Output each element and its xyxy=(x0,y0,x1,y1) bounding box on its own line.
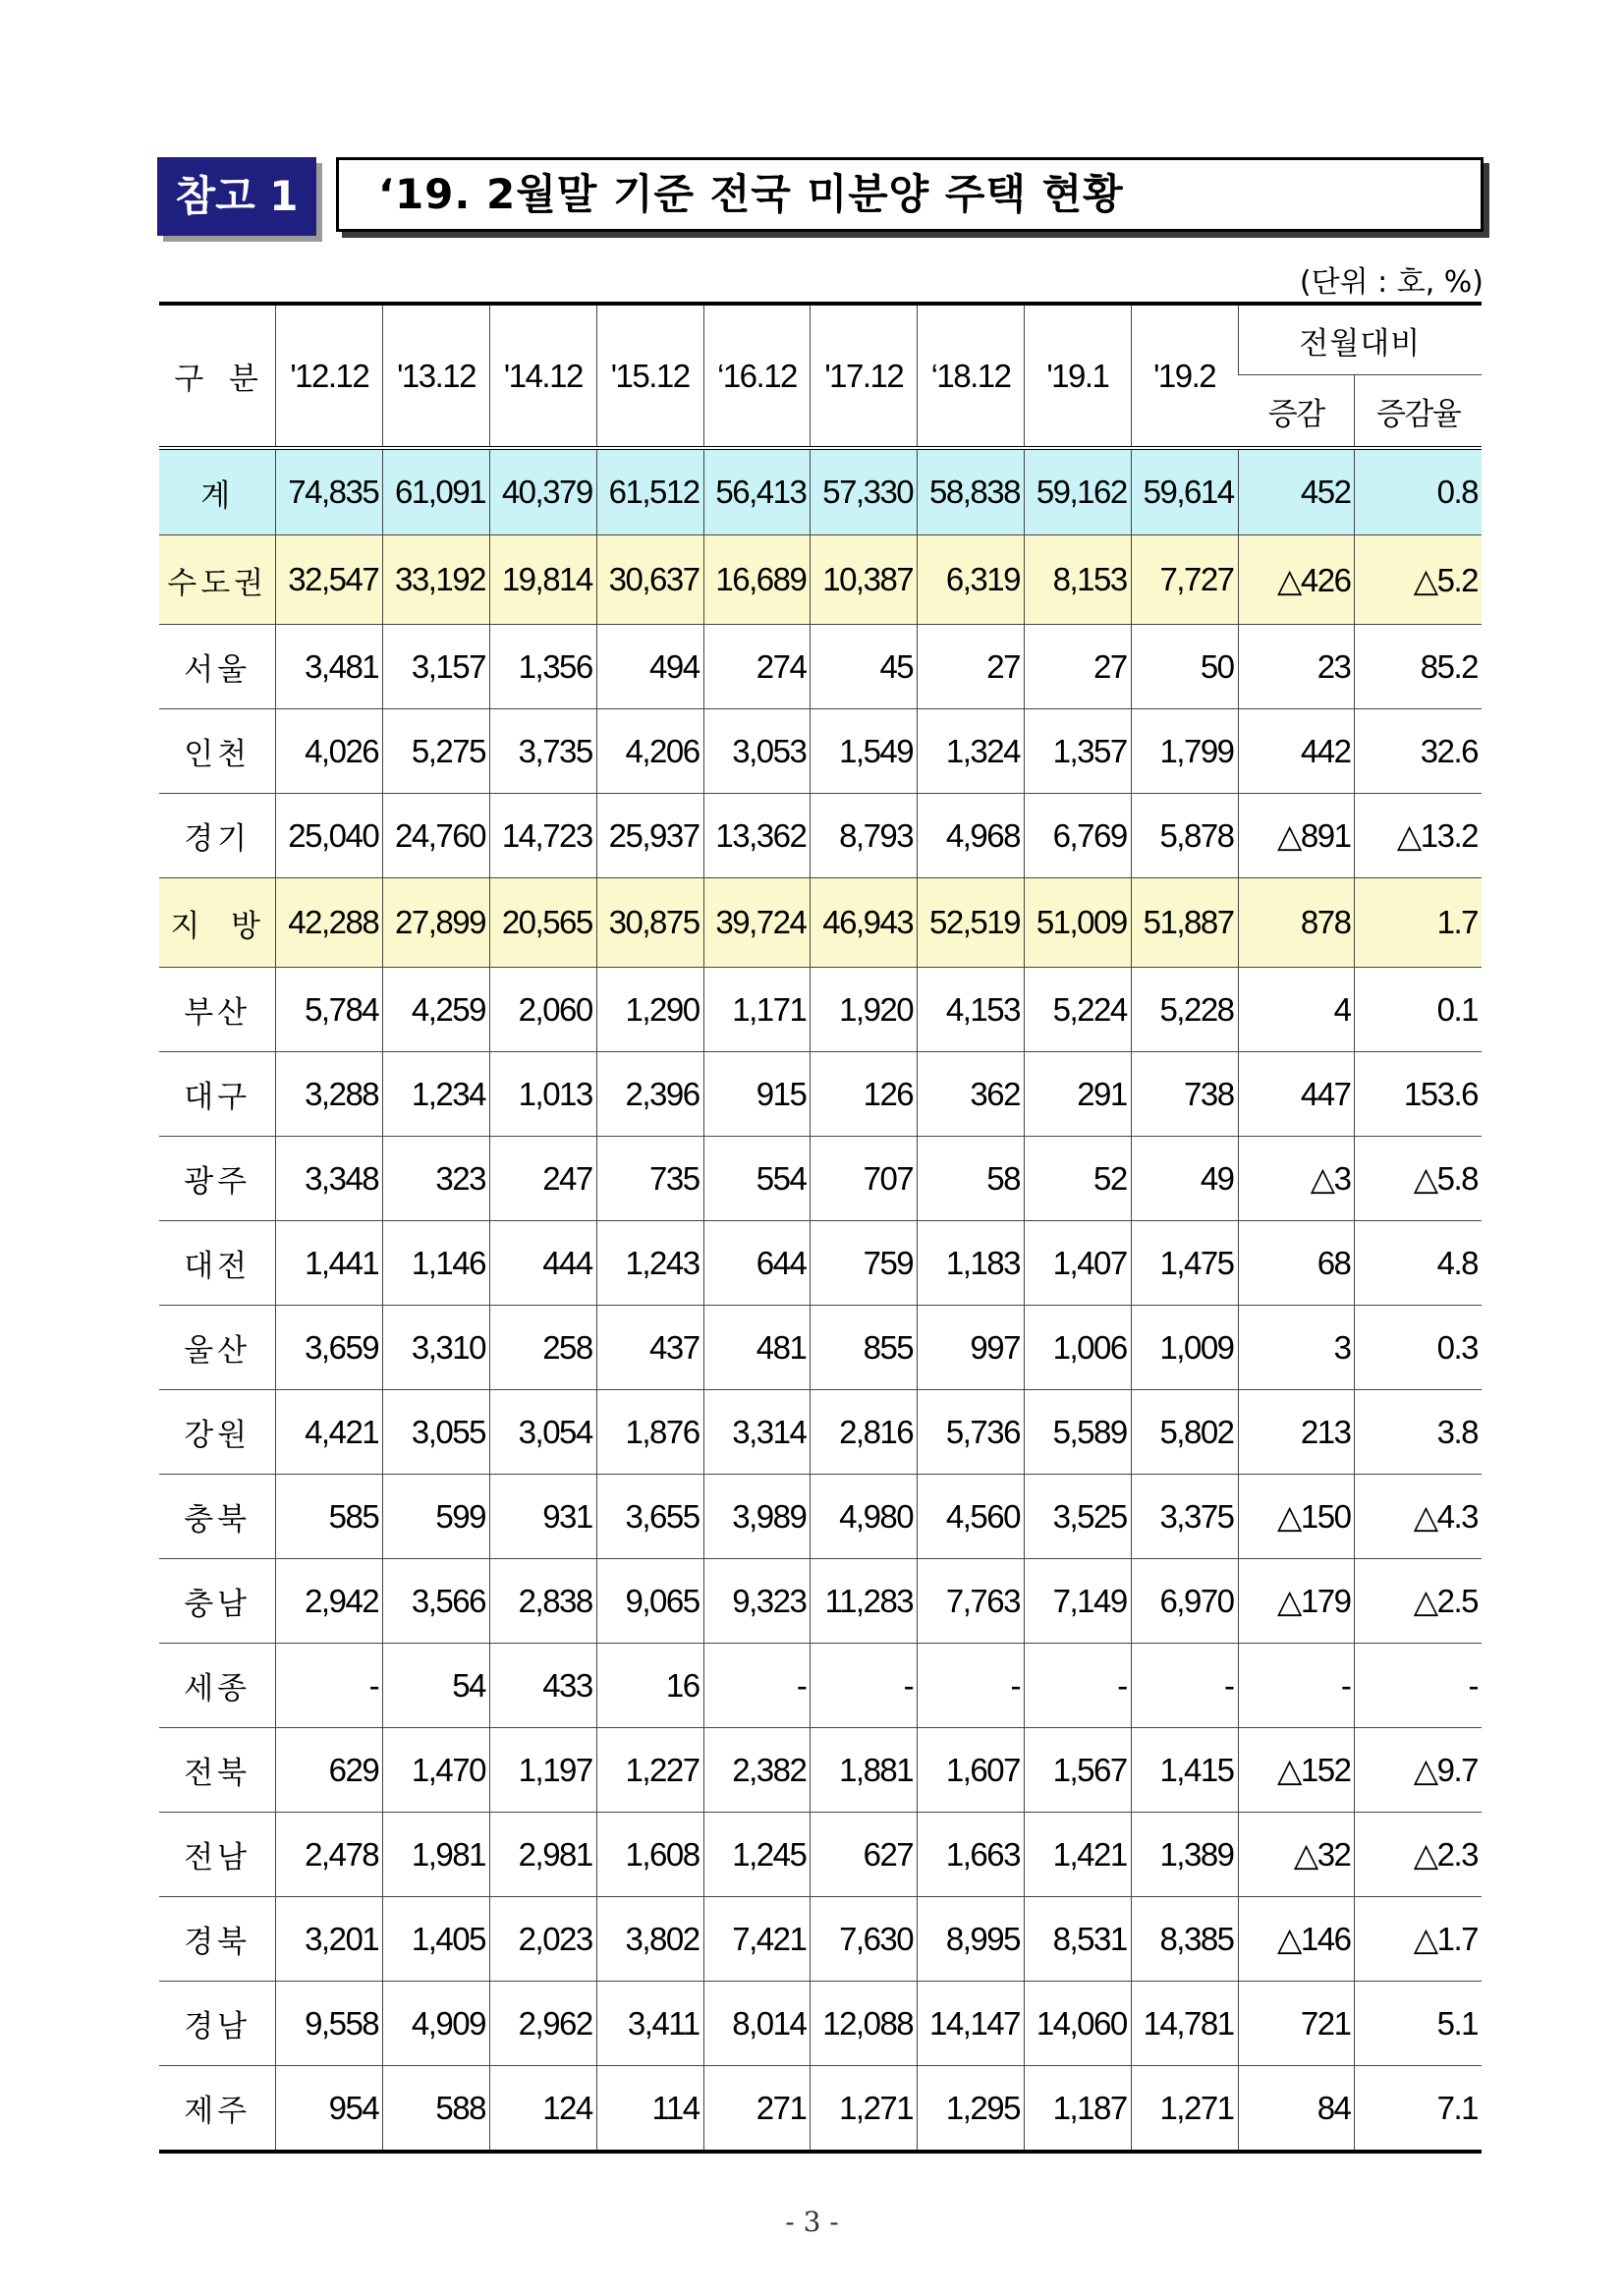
period-value-cell: 24,760 xyxy=(383,794,490,878)
period-value-cell: 7,149 xyxy=(1024,1559,1131,1644)
period-header: '17.12 xyxy=(811,304,918,448)
table-row xyxy=(159,1982,1482,2066)
period-value-cell: 46,943 xyxy=(811,878,918,968)
change-cell: 721 xyxy=(1238,1982,1355,2066)
period-value-cell: 585 xyxy=(276,1475,383,1559)
period-value-cell: 1,881 xyxy=(811,1728,918,1813)
page-title: ‘19. 2월말 기준 전국 미분양 주택 현황 xyxy=(378,170,1124,218)
change-rate-cell: △1.7 xyxy=(1355,1897,1482,1982)
period-value-cell: 51,009 xyxy=(1024,878,1131,968)
period-value-cell: 3,314 xyxy=(703,1390,811,1475)
period-value-cell: - xyxy=(703,1644,811,1728)
period-value-cell: 5,802 xyxy=(1131,1390,1238,1475)
period-value-cell: 8,995 xyxy=(918,1897,1025,1982)
change-rate-cell: - xyxy=(1355,1644,1482,1728)
row-label: 강원 xyxy=(159,1390,276,1475)
period-value-cell: 1,171 xyxy=(703,968,811,1052)
period-value-cell: 1,197 xyxy=(489,1728,596,1813)
period-value-cell: 8,014 xyxy=(703,1982,811,2066)
period-value-cell: 1,290 xyxy=(596,968,703,1052)
period-value-cell: 5,275 xyxy=(383,709,490,794)
change-cell: △152 xyxy=(1238,1728,1355,1813)
period-value-cell: 6,319 xyxy=(918,535,1025,625)
table-row xyxy=(159,1137,1482,1221)
change-cell: 878 xyxy=(1238,878,1355,968)
period-value-cell: 2,838 xyxy=(489,1559,596,1644)
period-value-cell: 2,816 xyxy=(811,1390,918,1475)
period-value-cell: 554 xyxy=(703,1137,811,1221)
period-value-cell: 61,512 xyxy=(596,448,703,535)
change-rate-cell: 3.8 xyxy=(1355,1390,1482,1475)
period-value-cell: 1,271 xyxy=(1131,2066,1238,2153)
row-label: 제주 xyxy=(159,2066,276,2153)
change-rate-cell: 32.6 xyxy=(1355,709,1482,794)
period-value-cell: 9,323 xyxy=(703,1559,811,1644)
period-value-cell: 33,192 xyxy=(383,535,490,625)
period-value-cell: 7,763 xyxy=(918,1559,1025,1644)
change-cell: △3 xyxy=(1238,1137,1355,1221)
table-row xyxy=(159,968,1482,1052)
change-rate-cell: △5.2 xyxy=(1355,535,1482,625)
period-value-cell: 481 xyxy=(703,1306,811,1390)
compare-group-header: 전월대비 xyxy=(1238,304,1482,375)
period-value-cell: 6,769 xyxy=(1024,794,1131,878)
period-value-cell: 1,920 xyxy=(811,968,918,1052)
period-value-cell: 3,655 xyxy=(596,1475,703,1559)
period-header: '19.2 xyxy=(1131,304,1238,448)
row-label: 계 xyxy=(159,448,276,535)
period-value-cell: 30,637 xyxy=(596,535,703,625)
period-value-cell: 57,330 xyxy=(811,448,918,535)
change-cell: △150 xyxy=(1238,1475,1355,1559)
change-rate-cell: 0.3 xyxy=(1355,1306,1482,1390)
period-value-cell: 4,968 xyxy=(918,794,1025,878)
change-cell: 447 xyxy=(1238,1052,1355,1137)
table-row xyxy=(159,1306,1482,1390)
period-value-cell: 42,288 xyxy=(276,878,383,968)
period-value-cell: 3,201 xyxy=(276,1897,383,1982)
period-value-cell: 5,589 xyxy=(1024,1390,1131,1475)
period-value-cell: 27 xyxy=(1024,625,1131,709)
period-value-cell: 3,481 xyxy=(276,625,383,709)
change-cell: 452 xyxy=(1238,448,1355,535)
period-value-cell: 25,937 xyxy=(596,794,703,878)
table-row xyxy=(159,535,1482,625)
page-number: - 3 - xyxy=(785,2206,839,2238)
section-header xyxy=(157,157,1484,236)
period-value-cell: 16 xyxy=(596,1644,703,1728)
period-header: '13.12 xyxy=(383,304,490,448)
period-value-cell: 1,607 xyxy=(918,1728,1025,1813)
period-value-cell: 735 xyxy=(596,1137,703,1221)
table-row xyxy=(159,1813,1482,1897)
change-cell: 3 xyxy=(1238,1306,1355,1390)
period-value-cell: 1,013 xyxy=(489,1052,596,1137)
period-value-cell: 74,835 xyxy=(276,448,383,535)
period-value-cell: 39,724 xyxy=(703,878,811,968)
period-value-cell: 738 xyxy=(1131,1052,1238,1137)
period-value-cell: 3,055 xyxy=(383,1390,490,1475)
period-value-cell: 258 xyxy=(489,1306,596,1390)
period-value-cell: 1,234 xyxy=(383,1052,490,1137)
period-value-cell: 271 xyxy=(703,2066,811,2153)
period-header: ‘18.12 xyxy=(918,304,1025,448)
period-value-cell: 1,663 xyxy=(918,1813,1025,1897)
period-value-cell: 1,146 xyxy=(383,1221,490,1306)
change-rate-cell: 7.1 xyxy=(1355,2066,1482,2153)
period-value-cell: 247 xyxy=(489,1137,596,1221)
row-label: 경기 xyxy=(159,794,276,878)
period-value-cell: 2,023 xyxy=(489,1897,596,1982)
period-value-cell: 2,962 xyxy=(489,1982,596,2066)
change-rate-cell: △9.7 xyxy=(1355,1728,1482,1813)
period-value-cell: 1,183 xyxy=(918,1221,1025,1306)
period-value-cell: 49 xyxy=(1131,1137,1238,1221)
change-rate-cell: △5.8 xyxy=(1355,1137,1482,1221)
change-rate-cell: △2.3 xyxy=(1355,1813,1482,1897)
period-header: ‘16.12 xyxy=(703,304,811,448)
change-rate-cell: 85.2 xyxy=(1355,625,1482,709)
change-cell: △891 xyxy=(1238,794,1355,878)
period-value-cell: 274 xyxy=(703,625,811,709)
table-body xyxy=(159,448,1482,2152)
period-value-cell: 9,558 xyxy=(276,1982,383,2066)
corner-header: 구 분 xyxy=(159,304,276,448)
period-value-cell: 8,793 xyxy=(811,794,918,878)
period-value-cell: 444 xyxy=(489,1221,596,1306)
change-rate-cell: 1.7 xyxy=(1355,878,1482,968)
period-value-cell: 1,608 xyxy=(596,1813,703,1897)
period-value-cell: 1,356 xyxy=(489,625,596,709)
period-value-cell: 599 xyxy=(383,1475,490,1559)
table-row xyxy=(159,794,1482,878)
period-value-cell: 1,475 xyxy=(1131,1221,1238,1306)
period-value-cell: 1,470 xyxy=(383,1728,490,1813)
period-value-cell: 4,026 xyxy=(276,709,383,794)
period-value-cell: 2,981 xyxy=(489,1813,596,1897)
change-rate-cell: △4.3 xyxy=(1355,1475,1482,1559)
table-row xyxy=(159,1559,1482,1644)
row-label: 서울 xyxy=(159,625,276,709)
row-label: 부산 xyxy=(159,968,276,1052)
change-cell: - xyxy=(1238,1644,1355,1728)
period-value-cell: 362 xyxy=(918,1052,1025,1137)
period-value-cell: 1,227 xyxy=(596,1728,703,1813)
period-value-cell: 1,799 xyxy=(1131,709,1238,794)
period-value-cell: 1,271 xyxy=(811,2066,918,2153)
period-value-cell: 58,838 xyxy=(918,448,1025,535)
period-header: '12.12 xyxy=(276,304,383,448)
period-value-cell: 1,415 xyxy=(1131,1728,1238,1813)
period-value-cell: 5,878 xyxy=(1131,794,1238,878)
period-value-cell: - xyxy=(811,1644,918,1728)
change-cell: △426 xyxy=(1238,535,1355,625)
period-value-cell: 27 xyxy=(918,625,1025,709)
change-cell: 4 xyxy=(1238,968,1355,1052)
period-value-cell: 14,147 xyxy=(918,1982,1025,2066)
period-value-cell: 61,091 xyxy=(383,448,490,535)
period-value-cell: 40,379 xyxy=(489,448,596,535)
period-value-cell: 3,566 xyxy=(383,1559,490,1644)
reference-badge: 참고 1 xyxy=(157,157,316,236)
period-value-cell: 10,387 xyxy=(811,535,918,625)
unit-note: (단위 : 호, %) xyxy=(1299,265,1484,300)
change-rate-cell: 5.1 xyxy=(1355,1982,1482,2066)
row-label: 인천 xyxy=(159,709,276,794)
period-value-cell: 3,735 xyxy=(489,709,596,794)
period-value-cell: 1,421 xyxy=(1024,1813,1131,1897)
period-value-cell: 1,245 xyxy=(703,1813,811,1897)
period-value-cell: 4,909 xyxy=(383,1982,490,2066)
period-value-cell: 114 xyxy=(596,2066,703,2153)
period-value-cell: 14,723 xyxy=(489,794,596,878)
period-value-cell: 1,295 xyxy=(918,2066,1025,2153)
period-value-cell: 30,875 xyxy=(596,878,703,968)
table-row xyxy=(159,2066,1482,2153)
period-value-cell: 2,478 xyxy=(276,1813,383,1897)
period-value-cell: 1,405 xyxy=(383,1897,490,1982)
period-value-cell: 19,814 xyxy=(489,535,596,625)
change-rate-cell: 0.1 xyxy=(1355,968,1482,1052)
period-value-cell: 3,054 xyxy=(489,1390,596,1475)
period-value-cell: 32,547 xyxy=(276,535,383,625)
period-value-cell: 5,736 xyxy=(918,1390,1025,1475)
period-value-cell: 954 xyxy=(276,2066,383,2153)
period-value-cell: 1,357 xyxy=(1024,709,1131,794)
period-value-cell: 323 xyxy=(383,1137,490,1221)
period-value-cell: 12,088 xyxy=(811,1982,918,2066)
row-label: 울산 xyxy=(159,1306,276,1390)
row-label: 광주 xyxy=(159,1137,276,1221)
table-row xyxy=(159,709,1482,794)
period-value-cell: 2,382 xyxy=(703,1728,811,1813)
period-value-cell: 3,659 xyxy=(276,1306,383,1390)
period-value-cell: 20,565 xyxy=(489,878,596,968)
period-value-cell: 1,549 xyxy=(811,709,918,794)
period-value-cell: 7,421 xyxy=(703,1897,811,1982)
period-value-cell: 5,228 xyxy=(1131,968,1238,1052)
period-value-cell: 3,288 xyxy=(276,1052,383,1137)
period-value-cell: 1,407 xyxy=(1024,1221,1131,1306)
change-cell: 68 xyxy=(1238,1221,1355,1306)
change-cell: 442 xyxy=(1238,709,1355,794)
period-value-cell: 6,970 xyxy=(1131,1559,1238,1644)
period-value-cell: 56,413 xyxy=(703,448,811,535)
change-rate-cell: 4.8 xyxy=(1355,1221,1482,1306)
row-label: 충북 xyxy=(159,1475,276,1559)
period-value-cell: 644 xyxy=(703,1221,811,1306)
row-label: 대구 xyxy=(159,1052,276,1137)
period-value-cell: 58 xyxy=(918,1137,1025,1221)
row-label: 전남 xyxy=(159,1813,276,1897)
table-row xyxy=(159,1728,1482,1813)
period-value-cell: 59,614 xyxy=(1131,448,1238,535)
change-rate-cell: △13.2 xyxy=(1355,794,1482,878)
period-value-cell: 124 xyxy=(489,2066,596,2153)
period-value-cell: 3,411 xyxy=(596,1982,703,2066)
period-value-cell: 588 xyxy=(383,2066,490,2153)
period-value-cell: 8,385 xyxy=(1131,1897,1238,1982)
period-value-cell: 4,153 xyxy=(918,968,1025,1052)
table-row xyxy=(159,1390,1482,1475)
period-value-cell: 3,525 xyxy=(1024,1475,1131,1559)
table-row xyxy=(159,1221,1482,1306)
period-value-cell: 855 xyxy=(811,1306,918,1390)
row-label: 대전 xyxy=(159,1221,276,1306)
period-value-cell: 1,441 xyxy=(276,1221,383,1306)
period-value-cell: 11,283 xyxy=(811,1559,918,1644)
period-value-cell: 997 xyxy=(918,1306,1025,1390)
period-value-cell: 7,727 xyxy=(1131,535,1238,625)
period-value-cell: 433 xyxy=(489,1644,596,1728)
period-value-cell: 126 xyxy=(811,1052,918,1137)
period-value-cell: 2,396 xyxy=(596,1052,703,1137)
period-header: '19.1 xyxy=(1024,304,1131,448)
period-value-cell: - xyxy=(1131,1644,1238,1728)
period-value-cell: 52,519 xyxy=(918,878,1025,968)
period-value-cell: 494 xyxy=(596,625,703,709)
change-cell: 213 xyxy=(1238,1390,1355,1475)
period-value-cell: 915 xyxy=(703,1052,811,1137)
change-header: 증감 xyxy=(1238,375,1355,449)
period-value-cell: 16,689 xyxy=(703,535,811,625)
period-value-cell: 13,362 xyxy=(703,794,811,878)
period-value-cell: 5,784 xyxy=(276,968,383,1052)
period-value-cell: 3,375 xyxy=(1131,1475,1238,1559)
period-value-cell: 5,224 xyxy=(1024,968,1131,1052)
period-value-cell: 8,153 xyxy=(1024,535,1131,625)
change-cell: △32 xyxy=(1238,1813,1355,1897)
title-box xyxy=(336,157,1484,232)
period-value-cell: 1,567 xyxy=(1024,1728,1131,1813)
period-value-cell: 291 xyxy=(1024,1052,1131,1137)
period-value-cell: 1,006 xyxy=(1024,1306,1131,1390)
period-value-cell: 2,060 xyxy=(489,968,596,1052)
period-value-cell: 8,531 xyxy=(1024,1897,1131,1982)
change-rate-cell: 153.6 xyxy=(1355,1052,1482,1137)
table-row xyxy=(159,448,1482,535)
period-value-cell: 3,157 xyxy=(383,625,490,709)
row-label: 세종 xyxy=(159,1644,276,1728)
period-value-cell: 59,162 xyxy=(1024,448,1131,535)
period-value-cell: 3,053 xyxy=(703,709,811,794)
table-row xyxy=(159,878,1482,968)
change-cell: △179 xyxy=(1238,1559,1355,1644)
period-value-cell: - xyxy=(276,1644,383,1728)
period-value-cell: 437 xyxy=(596,1306,703,1390)
row-label: 지 방 xyxy=(159,878,276,968)
period-value-cell: 931 xyxy=(489,1475,596,1559)
period-value-cell: - xyxy=(918,1644,1025,1728)
change-cell: 84 xyxy=(1238,2066,1355,2153)
period-value-cell: 14,781 xyxy=(1131,1982,1238,2066)
period-value-cell: 3,989 xyxy=(703,1475,811,1559)
row-label: 경남 xyxy=(159,1982,276,2066)
table-row xyxy=(159,1052,1482,1137)
period-value-cell: 51,887 xyxy=(1131,878,1238,968)
table-row xyxy=(159,1897,1482,1982)
period-value-cell: 1,876 xyxy=(596,1390,703,1475)
period-header: '14.12 xyxy=(489,304,596,448)
table-row xyxy=(159,1475,1482,1559)
period-value-cell: 3,802 xyxy=(596,1897,703,1982)
change-rate-header: 증감율 xyxy=(1355,375,1482,449)
row-label: 전북 xyxy=(159,1728,276,1813)
period-value-cell: 54 xyxy=(383,1644,490,1728)
period-value-cell: 1,389 xyxy=(1131,1813,1238,1897)
row-label: 경북 xyxy=(159,1897,276,1982)
period-value-cell: 45 xyxy=(811,625,918,709)
period-value-cell: - xyxy=(1024,1644,1131,1728)
period-value-cell: 9,065 xyxy=(596,1559,703,1644)
period-value-cell: 627 xyxy=(811,1813,918,1897)
period-value-cell: 1,187 xyxy=(1024,2066,1131,2153)
period-value-cell: 3,348 xyxy=(276,1137,383,1221)
period-value-cell: 759 xyxy=(811,1221,918,1306)
period-value-cell: 3,310 xyxy=(383,1306,490,1390)
period-value-cell: 4,980 xyxy=(811,1475,918,1559)
period-header: '15.12 xyxy=(596,304,703,448)
period-value-cell: 4,560 xyxy=(918,1475,1025,1559)
period-value-cell: 27,899 xyxy=(383,878,490,968)
period-value-cell: 4,259 xyxy=(383,968,490,1052)
table-header xyxy=(159,304,1482,448)
period-value-cell: 2,942 xyxy=(276,1559,383,1644)
change-cell: 23 xyxy=(1238,625,1355,709)
period-value-cell: 25,040 xyxy=(276,794,383,878)
period-value-cell: 4,206 xyxy=(596,709,703,794)
row-label: 충남 xyxy=(159,1559,276,1644)
period-value-cell: 50 xyxy=(1131,625,1238,709)
unsold-housing-table xyxy=(159,302,1482,2154)
change-rate-cell: 0.8 xyxy=(1355,448,1482,535)
period-value-cell: 629 xyxy=(276,1728,383,1813)
table-row xyxy=(159,1644,1482,1728)
period-value-cell: 707 xyxy=(811,1137,918,1221)
period-value-cell: 1,981 xyxy=(383,1813,490,1897)
change-cell: △146 xyxy=(1238,1897,1355,1982)
period-value-cell: 52 xyxy=(1024,1137,1131,1221)
row-label: 수도권 xyxy=(159,535,276,625)
period-value-cell: 1,009 xyxy=(1131,1306,1238,1390)
period-value-cell: 4,421 xyxy=(276,1390,383,1475)
period-value-cell: 7,630 xyxy=(811,1897,918,1982)
period-value-cell: 1,324 xyxy=(918,709,1025,794)
table-row xyxy=(159,625,1482,709)
change-rate-cell: △2.5 xyxy=(1355,1559,1482,1644)
period-value-cell: 14,060 xyxy=(1024,1982,1131,2066)
period-value-cell: 1,243 xyxy=(596,1221,703,1306)
